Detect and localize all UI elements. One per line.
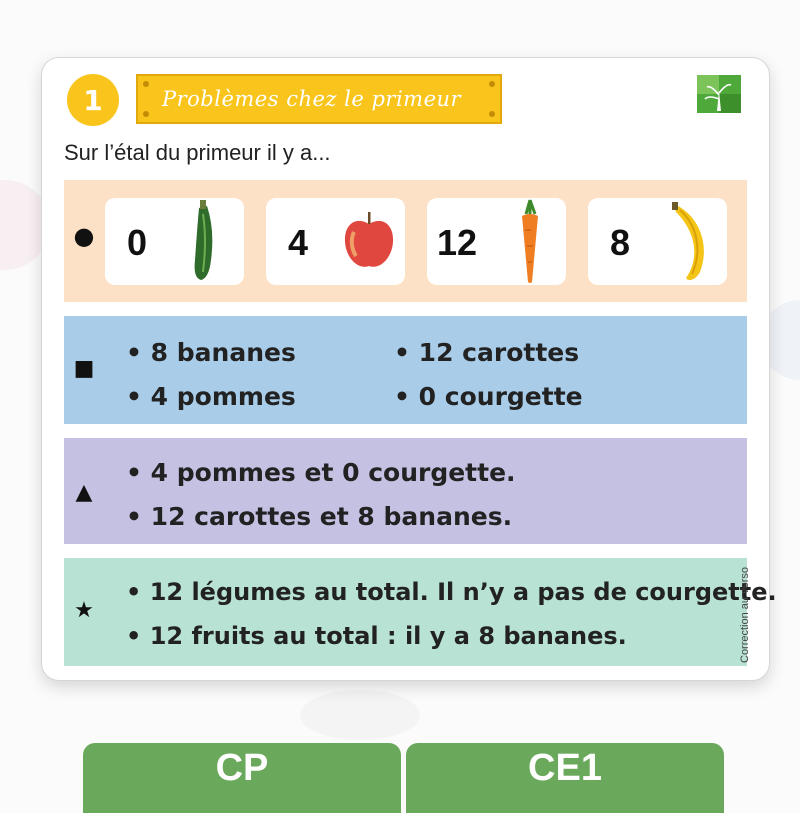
banana-icon <box>666 202 716 288</box>
list-item: • 12 carottes <box>394 338 580 367</box>
tile-count: 4 <box>288 222 309 263</box>
exercise-number-badge <box>67 74 119 126</box>
exercise-title: Problèmes chez le primeur <box>162 87 462 111</box>
tab-cp[interactable] <box>83 743 401 813</box>
tile-count: 0 <box>127 222 148 263</box>
exercise-number: 1 <box>83 83 103 117</box>
level-triangle-band <box>64 438 747 544</box>
square-level-icon: ■ <box>73 356 95 381</box>
exercise-card <box>41 57 777 681</box>
exercise-title-banner <box>136 74 502 124</box>
list-item: • 8 bananes <box>126 338 296 367</box>
tab-label: CP <box>215 747 269 789</box>
level-square-band <box>64 316 747 424</box>
screw-icon <box>143 81 149 87</box>
background-decoration <box>300 690 420 740</box>
level-circle-band <box>64 180 747 302</box>
intro-text: Sur l’étal du primeur il y a... <box>64 140 331 165</box>
publisher-logo <box>695 75 743 125</box>
zucchini-icon <box>185 200 225 288</box>
level-star-band <box>64 558 777 666</box>
carrot-icon <box>515 198 545 288</box>
tile-carrot <box>427 198 566 285</box>
triangle-level-icon: ▲ <box>75 480 93 505</box>
list-item: • 4 pommes <box>126 382 296 411</box>
tile-count: 12 <box>437 222 478 263</box>
tab-ce1[interactable] <box>406 743 724 813</box>
list-item: • 12 fruits au total : il y a 8 bananes. <box>126 622 627 650</box>
screw-icon <box>489 111 495 117</box>
list-item: • 12 carottes et 8 bananes. <box>126 502 513 531</box>
screw-icon <box>489 81 495 87</box>
list-item: • 4 pommes et 0 courgette. <box>126 458 516 487</box>
tile-apple <box>266 198 405 285</box>
tab-label: CE1 <box>528 747 602 789</box>
tile-banana <box>588 198 727 285</box>
screw-icon <box>143 111 149 117</box>
star-level-icon: ★ <box>74 598 94 623</box>
tile-zucchini <box>105 198 244 285</box>
apple-icon <box>342 210 396 276</box>
list-item: • 12 légumes au total. Il n’y a pas de courgette. <box>126 578 777 606</box>
list-item: • 0 courgette <box>394 382 583 411</box>
tree-logo-icon <box>697 75 741 113</box>
circle-level-icon: ● <box>73 222 95 250</box>
correction-note: Correction au verso <box>739 567 751 663</box>
tile-count: 8 <box>610 222 631 263</box>
